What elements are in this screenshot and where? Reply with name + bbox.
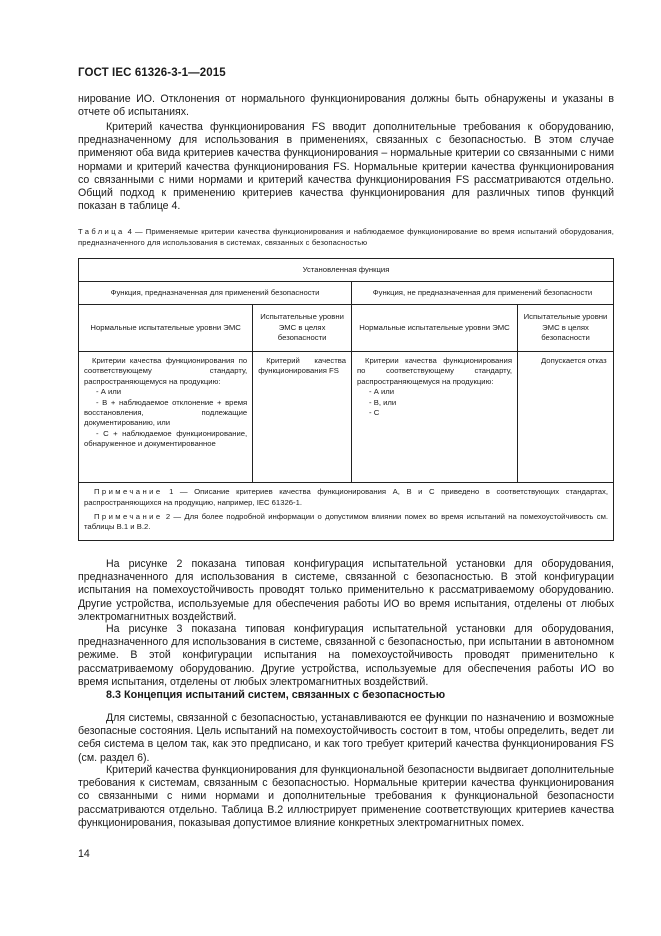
cell-nonsafety-safety: [518, 352, 614, 483]
criteria-intro-2: Критерии качества функционирования по соответствующему стандарту, распространяющемуся на продукцию:: [357, 356, 512, 386]
table-notes: [79, 483, 614, 541]
cell-safety-normal: [79, 352, 253, 483]
table-caption-label: Таблица: [78, 227, 125, 236]
criteria-c-2: - С: [369, 408, 380, 418]
section-paragraph-2: Критерий качества функционирования для функциональной безопасности выдвигает дополнительные требования к системам, связанным с безопасностью. Нормальные критерии качества функционирования со связанными с ними нормами и дополнительные требования к функциональной безопасности рассматриваются отдельно. Таблица В.2 иллюстрирует применение соответствующих критериев качества функционирования, показывая допустимое влияние конкретных электромагнитных помех.: [78, 764, 614, 829]
paragraph-figure-3: На рисунке 3 показана типовая конфигурация испытательной установки для оборудования, предназначенного для использования в системе, связанной с безопасностью, при испытании в автономном режиме. В этой конфигурации испытания на помехоустойчивость проводят применительно к рассматриваемому оборудованию. Другие устройства, используемые для обеспечения работы ИО во время испытания, отделены от любых электромагнитных воздействий.: [78, 623, 614, 688]
section-title: Концепция испытаний систем, связанных с безопасностью: [124, 689, 446, 701]
intro-paragraph-continuation: нирование ИО. Отклонения от нормального функционирования должны быть обнаружены и указаны в отчете об испытаниях.: [78, 93, 614, 119]
criteria-intro: Критерии качества функционирования по соответствующему стандарту, распространяющемуся на продукцию:: [84, 356, 248, 386]
page-number: 14: [78, 848, 90, 860]
intro-paragraph-fs: Критерий качества функционирования FS вводит дополнительные требования к оборудованию, предназначенному для использования в применениях, связанных с безопасностью. В этом случае применяют оба вида критериев качества функционирования – нормальные критерии со связанными с ними нормами и критерий качества функционирования FS. Нормальные критерии качества функционирования со связанными с ними нормами и критерий качества функционирования FS рассматриваются отдельно. Общий подход к применению критериев качества функционирования для различных типов функций показан в таблице 4.: [78, 121, 614, 213]
col-header-safety-2: Испытательные уровни ЭМС в целях безопасности: [518, 305, 614, 352]
col-header-normal-1: Нормальные испытательные уровни ЭМС: [79, 305, 253, 352]
performance-criteria-table: [78, 258, 614, 541]
table-caption: [78, 226, 614, 248]
col-header-normal-2: Нормальные испытательные уровни ЭМС: [352, 305, 518, 352]
note-1-label: Примечание: [94, 487, 163, 496]
section-paragraph-1: Для системы, связанной с безопасностью, устанавливаются ее функции по назначению и возможные безопасные состояния. Цель испытаний на помехоустойчивость состоит в том, чтобы определить, ведет ли себя система в целом так, как это предписано, и как того требует критерий качества функционирования FS (см. раздел 6).: [78, 712, 614, 764]
table-top-header: Установленная функция: [79, 259, 614, 282]
criteria-fs: Критерий качества функционирования FS: [258, 356, 346, 376]
paragraph-figure-2: На рисунке 2 показана типовая конфигурация испытательной установки для оборудования, предназначенного для использования в системе, связанной с безопасностью. В этой конфигурации испытания на помехоустойчивость проводят только применительно к рассматриваемому оборудованию. Другие устройства, используемые для обеспечения работы ИО во время испытания, отделены от любых электромагнитных воздействий.: [78, 558, 614, 623]
criteria-a-2: - А или: [369, 387, 395, 397]
criteria-b: - В + наблюдаемое отклонение + время восстановления, подлежащие документированию, или: [84, 397, 248, 428]
criteria-c: - С + наблюдаемое функционирование, обнаруженное и документированное: [84, 428, 248, 449]
table-note-1: [84, 487, 608, 509]
section-heading: [106, 689, 445, 701]
note-2-label: Примечание: [94, 511, 163, 521]
cell-nonsafety-normal: [352, 352, 518, 483]
section-number: 8.3: [106, 689, 122, 701]
failure-allowed: Допускается отказ: [541, 356, 607, 365]
group-header-non-safety: Функция, не предназначенная для применений безопасности: [352, 282, 614, 305]
col-header-safety-1: Испытательные уровни ЭМС в целях безопасности: [253, 305, 352, 352]
cell-safety-fs: [253, 352, 352, 483]
table-caption-text: 4 — Применяемые критерии качества функционирования и наблюдаемое функционирование во время испытаний оборудования, предназначенного для использования в системах, связанных с безопасностью: [78, 227, 614, 247]
criteria-a: - А или: [96, 387, 122, 397]
note-1-text: 1 — Описание критериев качества функционирования А, В и С приведено в соответствующих стандартах, распространяющихся на продукцию, например, IEC 61326-1.: [84, 487, 608, 507]
group-header-safety: Функция, предназначенная для применений безопасности: [79, 282, 352, 305]
note-2-text: 2 — Для более подробной информации о допустимом влиянии помех во время испытаний на помехоустойчивость см. таблицы В.1 и В.2.: [84, 511, 608, 532]
criteria-b-2: - В, или: [369, 397, 397, 407]
standard-header: ГОСТ IEC 61326-3-1—2015: [78, 67, 226, 79]
table-note-2: [84, 512, 608, 534]
